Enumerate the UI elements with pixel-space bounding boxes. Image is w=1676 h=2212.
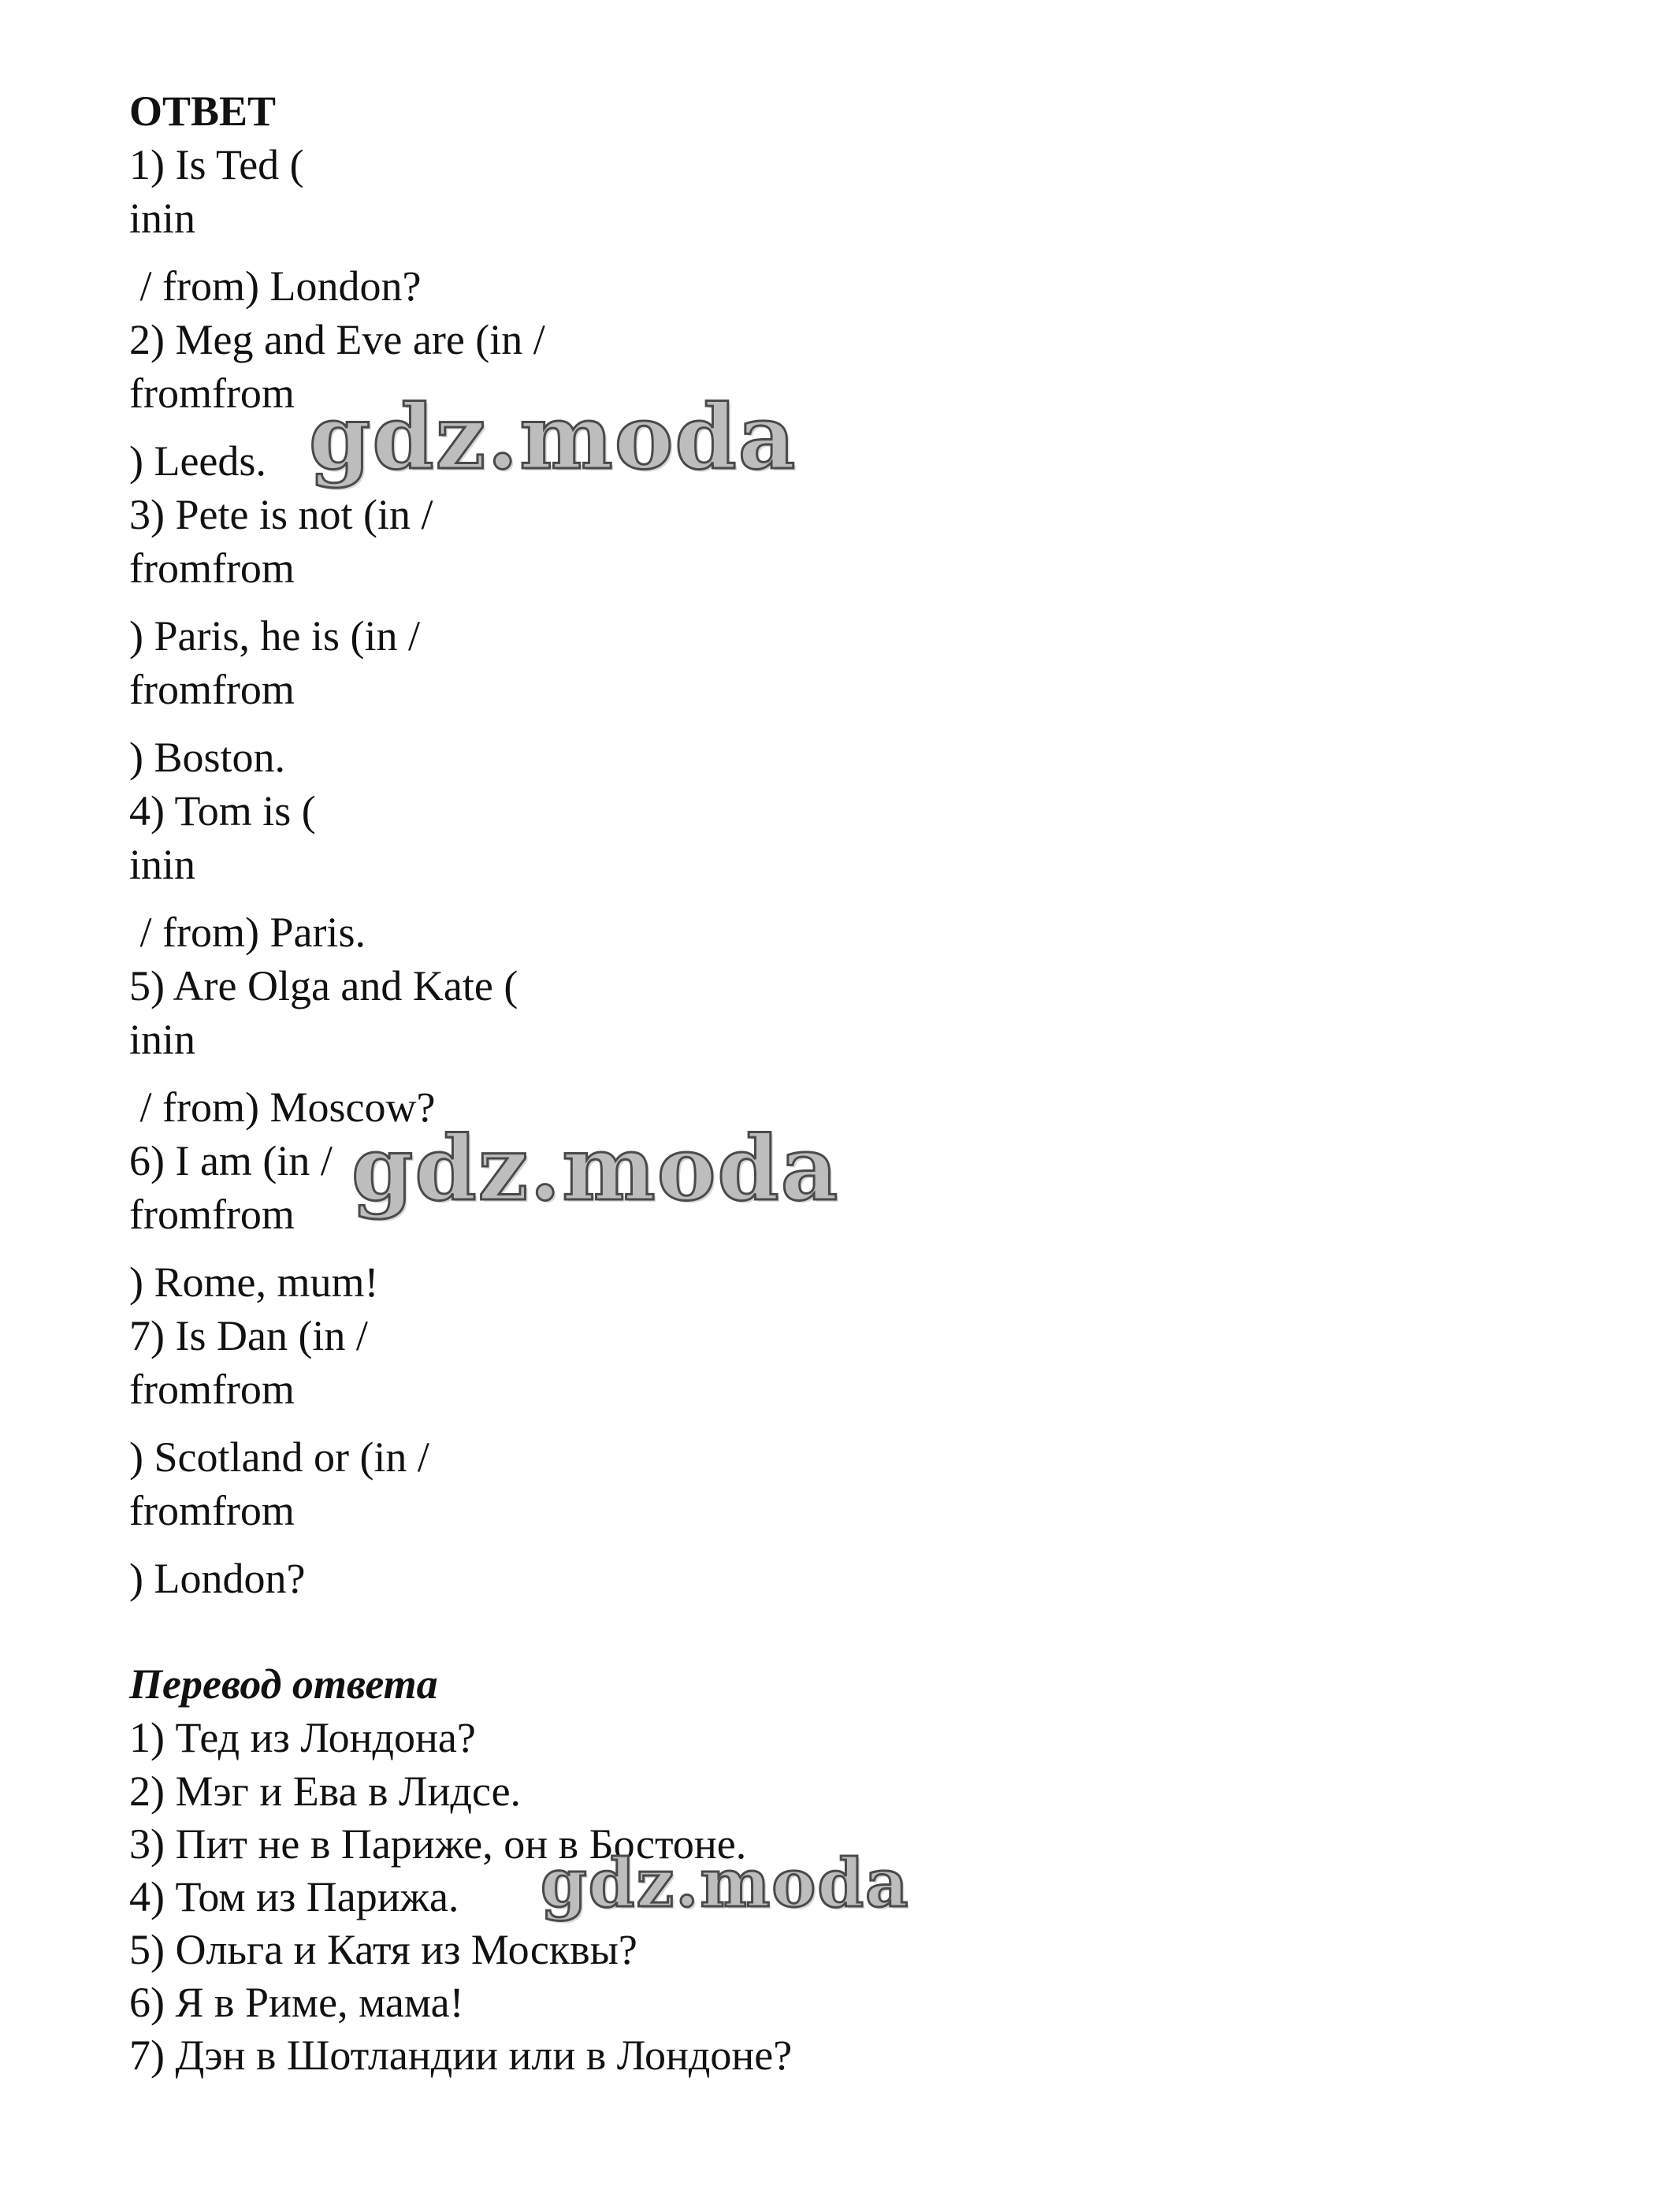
translation-line: 6) Я в Риме, мама!: [129, 1979, 464, 2026]
answer-heading: ОТВЕТ: [129, 87, 277, 135]
translation-line: 1) Тед из Лондона?: [129, 1714, 476, 1761]
answer-line: inin: [129, 841, 196, 888]
answer-line: ) Leeds.: [129, 437, 266, 485]
translation-line: 3) Пит не в Париже, он в Бостоне.: [129, 1820, 747, 1868]
watermark-logo: gdz.moda: [541, 1844, 910, 1922]
answer-line: fromfrom: [129, 545, 295, 592]
answer-line: / from) Moscow?: [129, 1084, 436, 1131]
translation-heading: Перевод ответа: [129, 1660, 438, 1708]
answer-line: / from) Paris.: [129, 909, 366, 956]
answer-line: 1) Is Ted (: [129, 141, 304, 188]
watermark-logo: gdz.moda: [351, 1117, 840, 1221]
watermark-logo: gdz.moda: [309, 386, 797, 489]
answer-line: 6) I am (in /: [129, 1137, 333, 1184]
answer-line: 7) Is Dan (in /: [129, 1312, 368, 1359]
translation-line: 4) Том из Парижа.: [129, 1873, 459, 1920]
answer-line: ) Scotland or (in /: [129, 1433, 429, 1481]
answer-line: ) Boston.: [129, 734, 286, 781]
answer-line: ) Rome, mum!: [129, 1258, 379, 1306]
answer-line: inin: [129, 1016, 196, 1063]
answer-line: inin: [129, 195, 196, 242]
translation-line: 2) Мэг и Ева в Лидсе.: [129, 1768, 522, 1815]
answer-line: fromfrom: [129, 370, 295, 417]
answer-line: 5) Are Olga and Kate (: [129, 962, 518, 1009]
translation-line: 7) Дэн в Шотландии или в Лондоне?: [129, 2032, 793, 2079]
answer-line: 4) Tom is (: [129, 787, 316, 835]
answer-line: 2) Meg and Eve are (in /: [129, 316, 545, 363]
translation-line: 5) Ольга и Катя из Москвы?: [129, 1926, 637, 1973]
answer-line: fromfrom: [129, 666, 295, 713]
answer-line: ) London?: [129, 1555, 306, 1602]
answer-line: fromfrom: [129, 1366, 295, 1413]
answer-line: ) Paris, he is (in /: [129, 612, 420, 660]
answer-line: 3) Pete is not (in /: [129, 491, 433, 538]
answer-line: fromfrom: [129, 1191, 295, 1238]
answer-line: fromfrom: [129, 1487, 295, 1534]
answer-line: / from) London?: [129, 262, 422, 310]
